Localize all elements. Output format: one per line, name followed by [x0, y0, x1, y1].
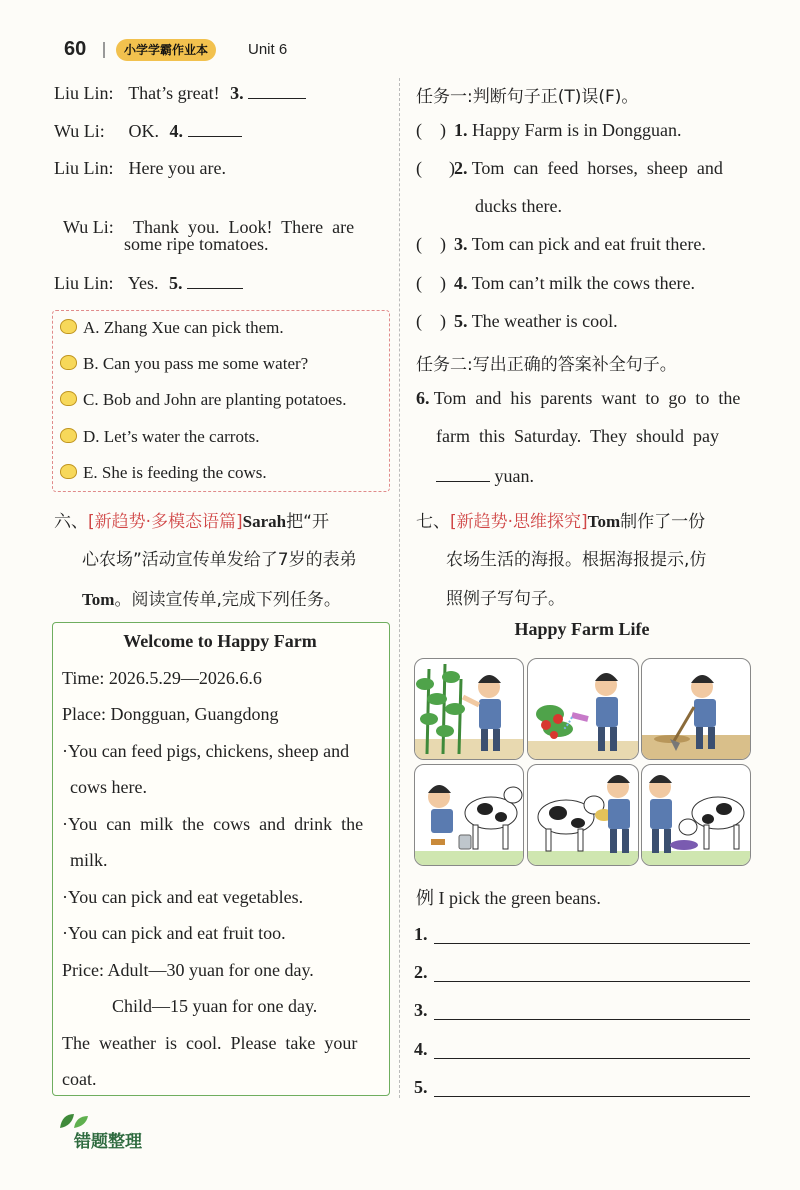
section-number: 七、 [416, 512, 450, 532]
answer-paren[interactable]: ( ) [416, 158, 455, 178]
bullet-icon [60, 428, 77, 443]
name-sarah: Sarah [242, 512, 287, 531]
book-title-badge: 小学学霸作业本 [116, 39, 216, 61]
panel-milk-cow [414, 764, 524, 866]
item-number: 5. [454, 311, 468, 331]
option-text: C. Bob and John are planting potatoes. [83, 390, 347, 409]
panel-feed-cow-bowl [641, 764, 751, 866]
item-text: Happy Farm is in Dongguan. [472, 120, 682, 140]
answer-paren[interactable]: ( ) [416, 120, 446, 140]
digging-illustration [642, 659, 750, 759]
dialogue-speaker: Wu Li: [63, 217, 114, 237]
dialogue-line-2 [54, 120, 394, 142]
flyer-place: Place: Dongguan, Guangdong [62, 704, 279, 724]
section-7-line-2: 农场生活的海报。根据海报提示,仿 [446, 550, 707, 570]
answer-number-5: 5. [414, 1077, 428, 1097]
answer-number-4: 4. [414, 1039, 428, 1059]
dialogue-line-5 [54, 272, 394, 294]
dialogue-text: Here you are. [128, 158, 226, 178]
panel-dig-soil [641, 658, 751, 760]
flyer-bullet-3: ·You can pick and eat vegetables. [62, 887, 304, 907]
dialogue-line-4-cont: some ripe tomatoes. [124, 234, 269, 254]
heading-text: 把“开 [286, 512, 329, 532]
dialogue-speaker: Wu Li: [54, 121, 105, 141]
heading-text: 。阅读宣传单,完成下列任务。 [114, 590, 341, 610]
item-number: 3. [454, 234, 468, 254]
task-1-item-1 [416, 120, 756, 141]
section-6-line-2: 心农场”活动宣传单发给了7岁的表弟 [82, 550, 357, 570]
task-1-item-3 [416, 234, 756, 255]
flyer-bullet-4: ·You can pick and eat fruit too. [62, 923, 286, 943]
feeding-cow-bowl-illustration [642, 765, 750, 865]
blank-number: 5. [169, 273, 183, 293]
answer-number-2: 2. [414, 962, 428, 982]
section-number: 六、 [54, 512, 88, 532]
header-divider [103, 42, 105, 58]
item-text: Tom can pick and eat fruit there. [471, 234, 706, 254]
flyer-bullet-1: ·You can feed pigs, chickens, sheep and [62, 741, 350, 761]
option-text: D. Let’s water the carrots. [83, 427, 260, 446]
task-1-item-4 [416, 273, 756, 294]
option-text: B. Can you pass me some water? [83, 354, 309, 373]
dialogue-text: Yes. [127, 273, 159, 293]
section-7-line-3: 照例子写句子。 [446, 589, 565, 609]
answer-blank-4[interactable] [188, 120, 242, 137]
answer-paren[interactable]: ( ) [416, 273, 446, 293]
feeding-cow-illustration [528, 765, 638, 865]
section-6-line-3 [82, 580, 394, 620]
name-tom: Tom [587, 512, 621, 531]
milking-cow-illustration [415, 765, 523, 865]
flyer-weather: The weather is cool. Please take your [62, 1033, 358, 1053]
blank-number: 4. [169, 121, 183, 141]
poster-title: Happy Farm Life [514, 619, 650, 639]
task-1-heading: 任务一:判断句子正(T)误(F)。 [416, 87, 639, 107]
dialogue-line-3 [54, 158, 394, 179]
option-b [60, 354, 390, 374]
task-2-heading: 任务二:写出正确的答案补全句子。 [416, 355, 677, 375]
option-c [60, 390, 390, 410]
dialogue-text: That’s great! [128, 83, 220, 103]
answer-blank-3[interactable] [248, 82, 306, 99]
answer-line-4[interactable] [434, 1058, 750, 1059]
picking-beans-illustration [415, 659, 523, 759]
option-e [60, 463, 390, 483]
item-text: Tom and his parents want to go to the [433, 388, 741, 408]
answer-line-5[interactable] [434, 1096, 750, 1097]
answer-line-2[interactable] [434, 981, 750, 982]
option-d [60, 427, 390, 447]
answer-paren[interactable]: ( ) [416, 311, 446, 331]
panel-pick-beans [414, 658, 524, 760]
answer-line-3[interactable] [434, 1019, 750, 1020]
dialogue-speaker: Liu Lin: [54, 158, 114, 178]
heading-text: 制作了一份 [620, 512, 706, 532]
task-2-line-1 [416, 388, 756, 409]
task-1-item-5 [416, 311, 756, 332]
bullet-icon [60, 464, 77, 479]
section-6-heading [54, 502, 394, 542]
bullet-icon [60, 319, 77, 334]
answer-number-3: 3. [414, 1000, 428, 1020]
flyer-price-child: Child—15 yuan for one day. [112, 996, 318, 1016]
bullet-icon [60, 391, 77, 406]
page-number: 60 [64, 38, 87, 60]
answer-blank-5[interactable] [187, 272, 243, 289]
flyer-bullet-1-cont: cows here. [70, 777, 147, 797]
dialogue-speaker: Liu Lin: [54, 83, 114, 103]
item-number: 4. [454, 273, 468, 293]
panel-water-tomatoes [527, 658, 639, 760]
answer-number-1: 1. [414, 924, 428, 944]
flyer-bullet-2-cont: milk. [70, 850, 108, 870]
dialogue-text: Thank you. Look! There are [133, 217, 355, 237]
option-text: E. She is feeding the cows. [83, 463, 267, 482]
answer-line-1[interactable] [434, 943, 750, 944]
unit-label: Unit 6 [248, 41, 288, 58]
flyer-time: Time: 2026.5.29—2026.6.6 [62, 668, 262, 688]
column-divider [399, 78, 400, 1098]
option-a [60, 318, 390, 338]
item-text: The weather is cool. [471, 311, 618, 331]
section-tag: [新趋势·思维探究] [450, 512, 588, 532]
dialogue-line-4 [54, 196, 394, 238]
item-number: 2. [454, 158, 468, 178]
section-tag: [新趋势·多模态语篇] [88, 512, 243, 532]
panel-feed-cow [527, 764, 639, 866]
name-tom: Tom [82, 590, 115, 609]
section-7-heading [416, 502, 756, 542]
watering-tomatoes-illustration [528, 659, 638, 759]
bullet-icon [60, 355, 77, 370]
answer-blank-6[interactable] [436, 465, 490, 482]
footer-label: 错题整理 [74, 1132, 142, 1152]
task-1-item-2 [416, 158, 756, 179]
task-2-line-2: farm this Saturday. They should pay [436, 426, 719, 446]
flyer-title: Welcome to Happy Farm [123, 631, 317, 651]
blank-number: 3. [230, 83, 244, 103]
option-text: A. Zhang Xue can pick them. [83, 318, 284, 337]
task-1-item-2-cont: ducks there. [475, 196, 562, 216]
item-text: yuan. [494, 466, 534, 486]
dialogue-speaker: Liu Lin: [54, 273, 114, 293]
flyer-price-adult: Price: Adult—30 yuan for one day. [62, 960, 314, 980]
example-sentence: 例 I pick the green beans. [416, 888, 601, 908]
item-text: Tom can feed horses, sheep and [471, 158, 723, 178]
item-text: Tom can’t milk the cows there. [471, 273, 696, 293]
flyer-bullet-2: ·You can milk the cows and drink the [62, 814, 364, 834]
flyer-weather-cont: coat. [62, 1069, 97, 1089]
item-number: 6. [416, 388, 430, 408]
dialogue-line-1 [54, 82, 394, 104]
answer-paren[interactable]: ( ) [416, 234, 446, 254]
task-2-line-3 [436, 465, 534, 487]
dialogue-text: OK. [128, 121, 159, 141]
item-number: 1. [454, 120, 468, 140]
